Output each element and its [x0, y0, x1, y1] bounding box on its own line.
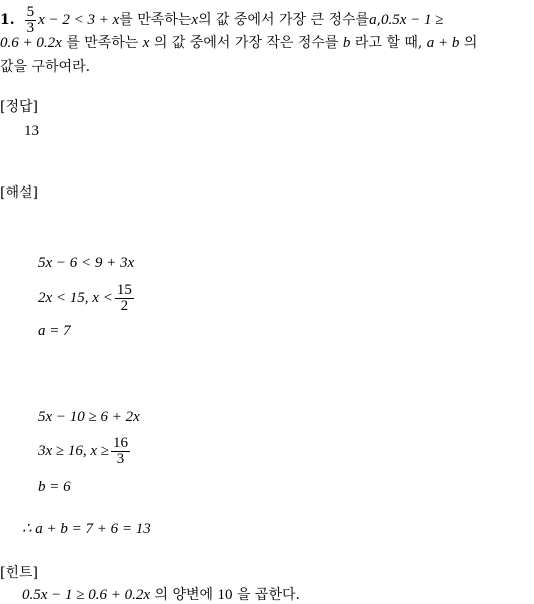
problem-text: 값을 구하여라. — [0, 59, 91, 75]
fraction-numerator: 5 — [26, 3, 35, 20]
answer-label: [정답] — [0, 99, 38, 115]
solution-step-6: b = 6 — [38, 479, 71, 495]
fraction-denominator: 2 — [120, 297, 129, 314]
solution-step-1: 5x − 6 < 9 + 3x — [38, 255, 135, 271]
solution-conclusion: ∴ a + b = 7 + 6 = 13 — [22, 521, 151, 537]
separator: , — [376, 12, 382, 28]
answer-value: 13 — [24, 123, 39, 139]
solution-step-5-fraction — [111, 436, 130, 467]
solution-step-5-left: 3x ≥ 16, x ≥ — [38, 443, 110, 459]
fraction-numerator: 16 — [113, 434, 129, 451]
sum-expression: a + b — [426, 35, 460, 51]
problem-line-3 — [0, 58, 90, 76]
hint-inequality: 0.5x − 1 ≥ 0.6 + 0.2x — [22, 587, 151, 603]
problem-line-2 — [0, 34, 477, 52]
variable-a: a — [369, 12, 377, 28]
variable-b: b — [342, 35, 351, 51]
problem-text: 의 — [463, 35, 478, 51]
problem-fraction — [25, 5, 37, 36]
hint-content — [22, 586, 300, 604]
hint-text: 을 곱한다. — [236, 587, 300, 603]
problem-text: 라고 할 때, — [354, 35, 427, 51]
solution-step-4: 5x − 10 ≥ 6 + 2x — [38, 409, 140, 425]
solution-label: [해설] — [0, 185, 38, 201]
problem-text: 의 값 중에서 가장 작은 정수를 — [153, 35, 343, 51]
inequality-2-start: 0.5x − 1 ≥ — [381, 12, 444, 28]
solution-step-2 — [38, 280, 136, 316]
solution-step-3: a = 7 — [38, 323, 71, 339]
hint-number: 10 — [217, 587, 233, 603]
problem-text: 의 값 중에서 가장 큰 정수를 — [198, 12, 370, 28]
problem-text: 를 만족하는 — [119, 12, 192, 28]
hint-label: [힌트] — [0, 565, 38, 581]
inequality-2-end: 0.6 + 0.2x — [0, 35, 62, 51]
solution-step-2-left: 2x < 15, x < — [38, 290, 113, 306]
variable-x: x — [191, 12, 199, 28]
fraction-denominator: 3 — [26, 19, 35, 36]
inequality-1: x − 2 < 3 + x — [38, 12, 120, 28]
fraction-denominator: 3 — [116, 450, 125, 467]
problem-text: 를 만족하는 — [66, 35, 143, 51]
problem-number: 1. — [0, 12, 15, 28]
fraction-numerator: 15 — [116, 281, 132, 298]
hint-text: 의 양변에 — [154, 587, 218, 603]
solution-step-2-fraction — [115, 283, 134, 314]
problem-line-1 — [0, 4, 444, 36]
variable-x: x — [142, 35, 150, 51]
solution-step-5 — [38, 432, 132, 470]
